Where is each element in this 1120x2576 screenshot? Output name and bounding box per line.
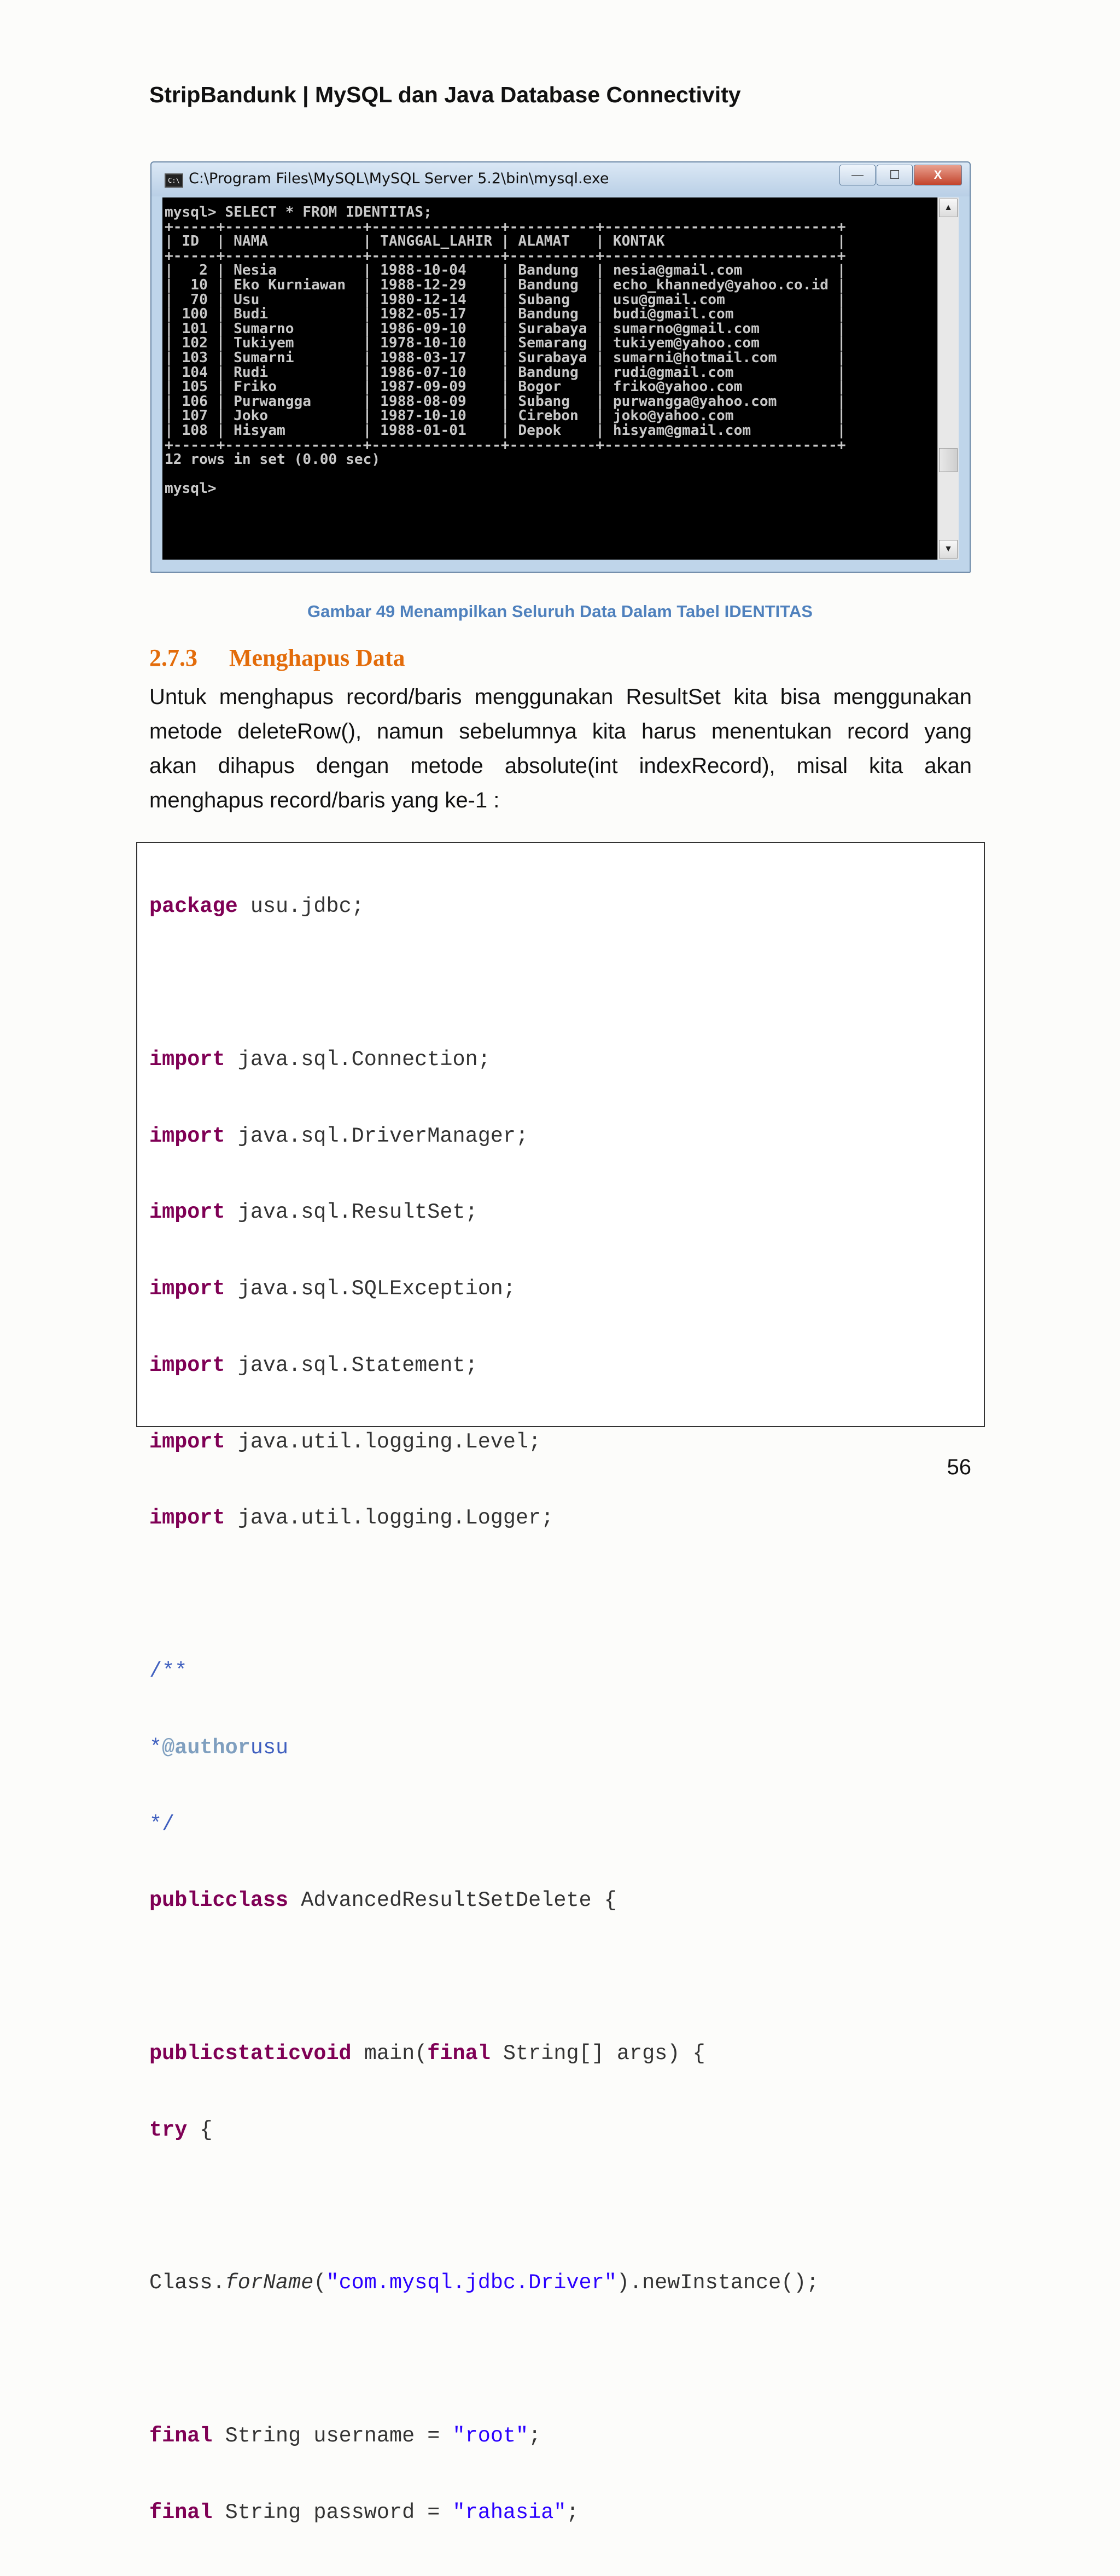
mysql-console-window [150, 161, 971, 573]
figure-caption: Gambar 49 Menampilkan Seluruh Data Dalam Tabel IDENTITAS [307, 602, 813, 621]
window-title: C:\Program Files\MySQL\MySQL Server 5.2\bin\mysql.exe [189, 170, 609, 187]
scroll-down-arrow-icon[interactable]: ▼ [939, 540, 958, 559]
running-header: StripBandunk | MySQL dan Java Database Connectivity [149, 82, 741, 107]
scroll-up-arrow-icon[interactable]: ▲ [939, 199, 958, 217]
code-line: Class.forName("com.mysql.jdbc.Driver").newInstance(); [149, 2271, 819, 2295]
query-result-text: mysql> SELECT * FROM IDENTITAS; +-----+----------------+---------------+----------+---------------------------+ | ID | NAMA | TANGGAL_LAHIR | ALAMAT | KONTAK | +-----+----------------+---------------+----------+---------------------------+ | 2 | Nesia | 1988-10-04 | Bandung | nesia@gmail.com | | 10 | Eko Kurniawan | 1988-12-29 | Bandung | echo_khannedy@yahoo.co.id | | 70 | Usu | 1980-12-14 | Subang | usu@gmail.com | | 100 | Budi | 1982-05-17 | Bandung | budi@gmail.com | | 101 | Sumarno | 1986-09-10 | Surabaya | sumarno@gmail.com | | 102 | Tukiyem | 1978-10-10 | Semarang | tukiyem@yahoo.com | | 103 | Sumarni | 1988-03-17 | Surabaya | sumarni@hotmail.com | | 104 | Rudi | 1986-07-10 | Bandung | rudi@gmail.com | | 105 | Friko | 1987-09-09 | Bogor | friko@yahoo.com | | 106 | Purwangga | 1988-08-09 | Subang | purwangga@yahoo.com | | 107 | Joko | 1987-10-10 | Cirebon | joko@yahoo.com | | 108 | Hisyam | 1988-01-01 | Depok | hisyam@gmail.com | +-----+----------------+---------------+----------+---------------------------+ 12 rows in set (0.00 sec) mysql> [165, 204, 846, 497]
code-line [149, 970, 819, 996]
close-button[interactable]: X [914, 165, 962, 185]
paragraph-line: metode deleteRow(), namun sebelumnya kita harus menentukan record yang [149, 719, 972, 743]
code-line: import java.sql.Statement; [149, 1353, 478, 1377]
console-app-icon: C:\ [165, 173, 183, 188]
scroll-thumb[interactable] [939, 448, 958, 472]
section-heading [149, 644, 405, 672]
code-line: import java.util.logging.Level; [149, 1429, 541, 1454]
code-line: import java.sql.DriverManager; [149, 1124, 529, 1148]
code-line: final String username = "root"; [149, 2423, 541, 2448]
code-line: /** [149, 1659, 188, 1683]
body-paragraph [149, 680, 972, 818]
window-titlebar [151, 162, 970, 196]
code-line: import java.util.logging.Logger; [149, 1506, 554, 1531]
code-line [149, 1964, 819, 1990]
code-line: final String password = "rahasia"; [149, 2500, 579, 2525]
code-line: import java.sql.ResultSet; [149, 1200, 478, 1225]
code-line: */ [149, 1812, 175, 1836]
code-line: package usu.jdbc; [149, 894, 364, 919]
section-number: 2.7.3 [149, 644, 197, 671]
vertical-scrollbar[interactable] [937, 197, 959, 560]
page-number: 56 [947, 1455, 971, 1479]
code-line [149, 2194, 819, 2219]
code-line: publicstaticvoid main(final String[] args) { [149, 2041, 705, 2066]
paragraph-line: menghapus record/baris yang ke-1 : [149, 788, 500, 812]
section-title: Menghapus Data [229, 644, 405, 671]
code-line: publicclass AdvancedResultSetDelete { [149, 1888, 617, 1913]
code-line: *@authorusu [149, 1735, 289, 1760]
code-line [149, 2347, 819, 2373]
window-controls [838, 165, 962, 185]
paragraph-line: Untuk menghapus record/baris menggunakan ResultSet kita bisa menggunakan [149, 685, 972, 709]
code-line: import java.sql.SQLException; [149, 1277, 516, 1301]
maximize-button[interactable]: ☐ [877, 165, 913, 185]
console-output[interactable] [162, 197, 938, 560]
paragraph-line: akan dihapus dengan metode absolute(int indexRecord), misal kita akan [149, 754, 972, 778]
minimize-button[interactable]: — [839, 165, 876, 185]
code-line: try { [149, 2118, 213, 2142]
code-line: import java.sql.Connection; [149, 1047, 491, 1072]
code-text [149, 843, 819, 2576]
code-line [149, 1582, 819, 1608]
